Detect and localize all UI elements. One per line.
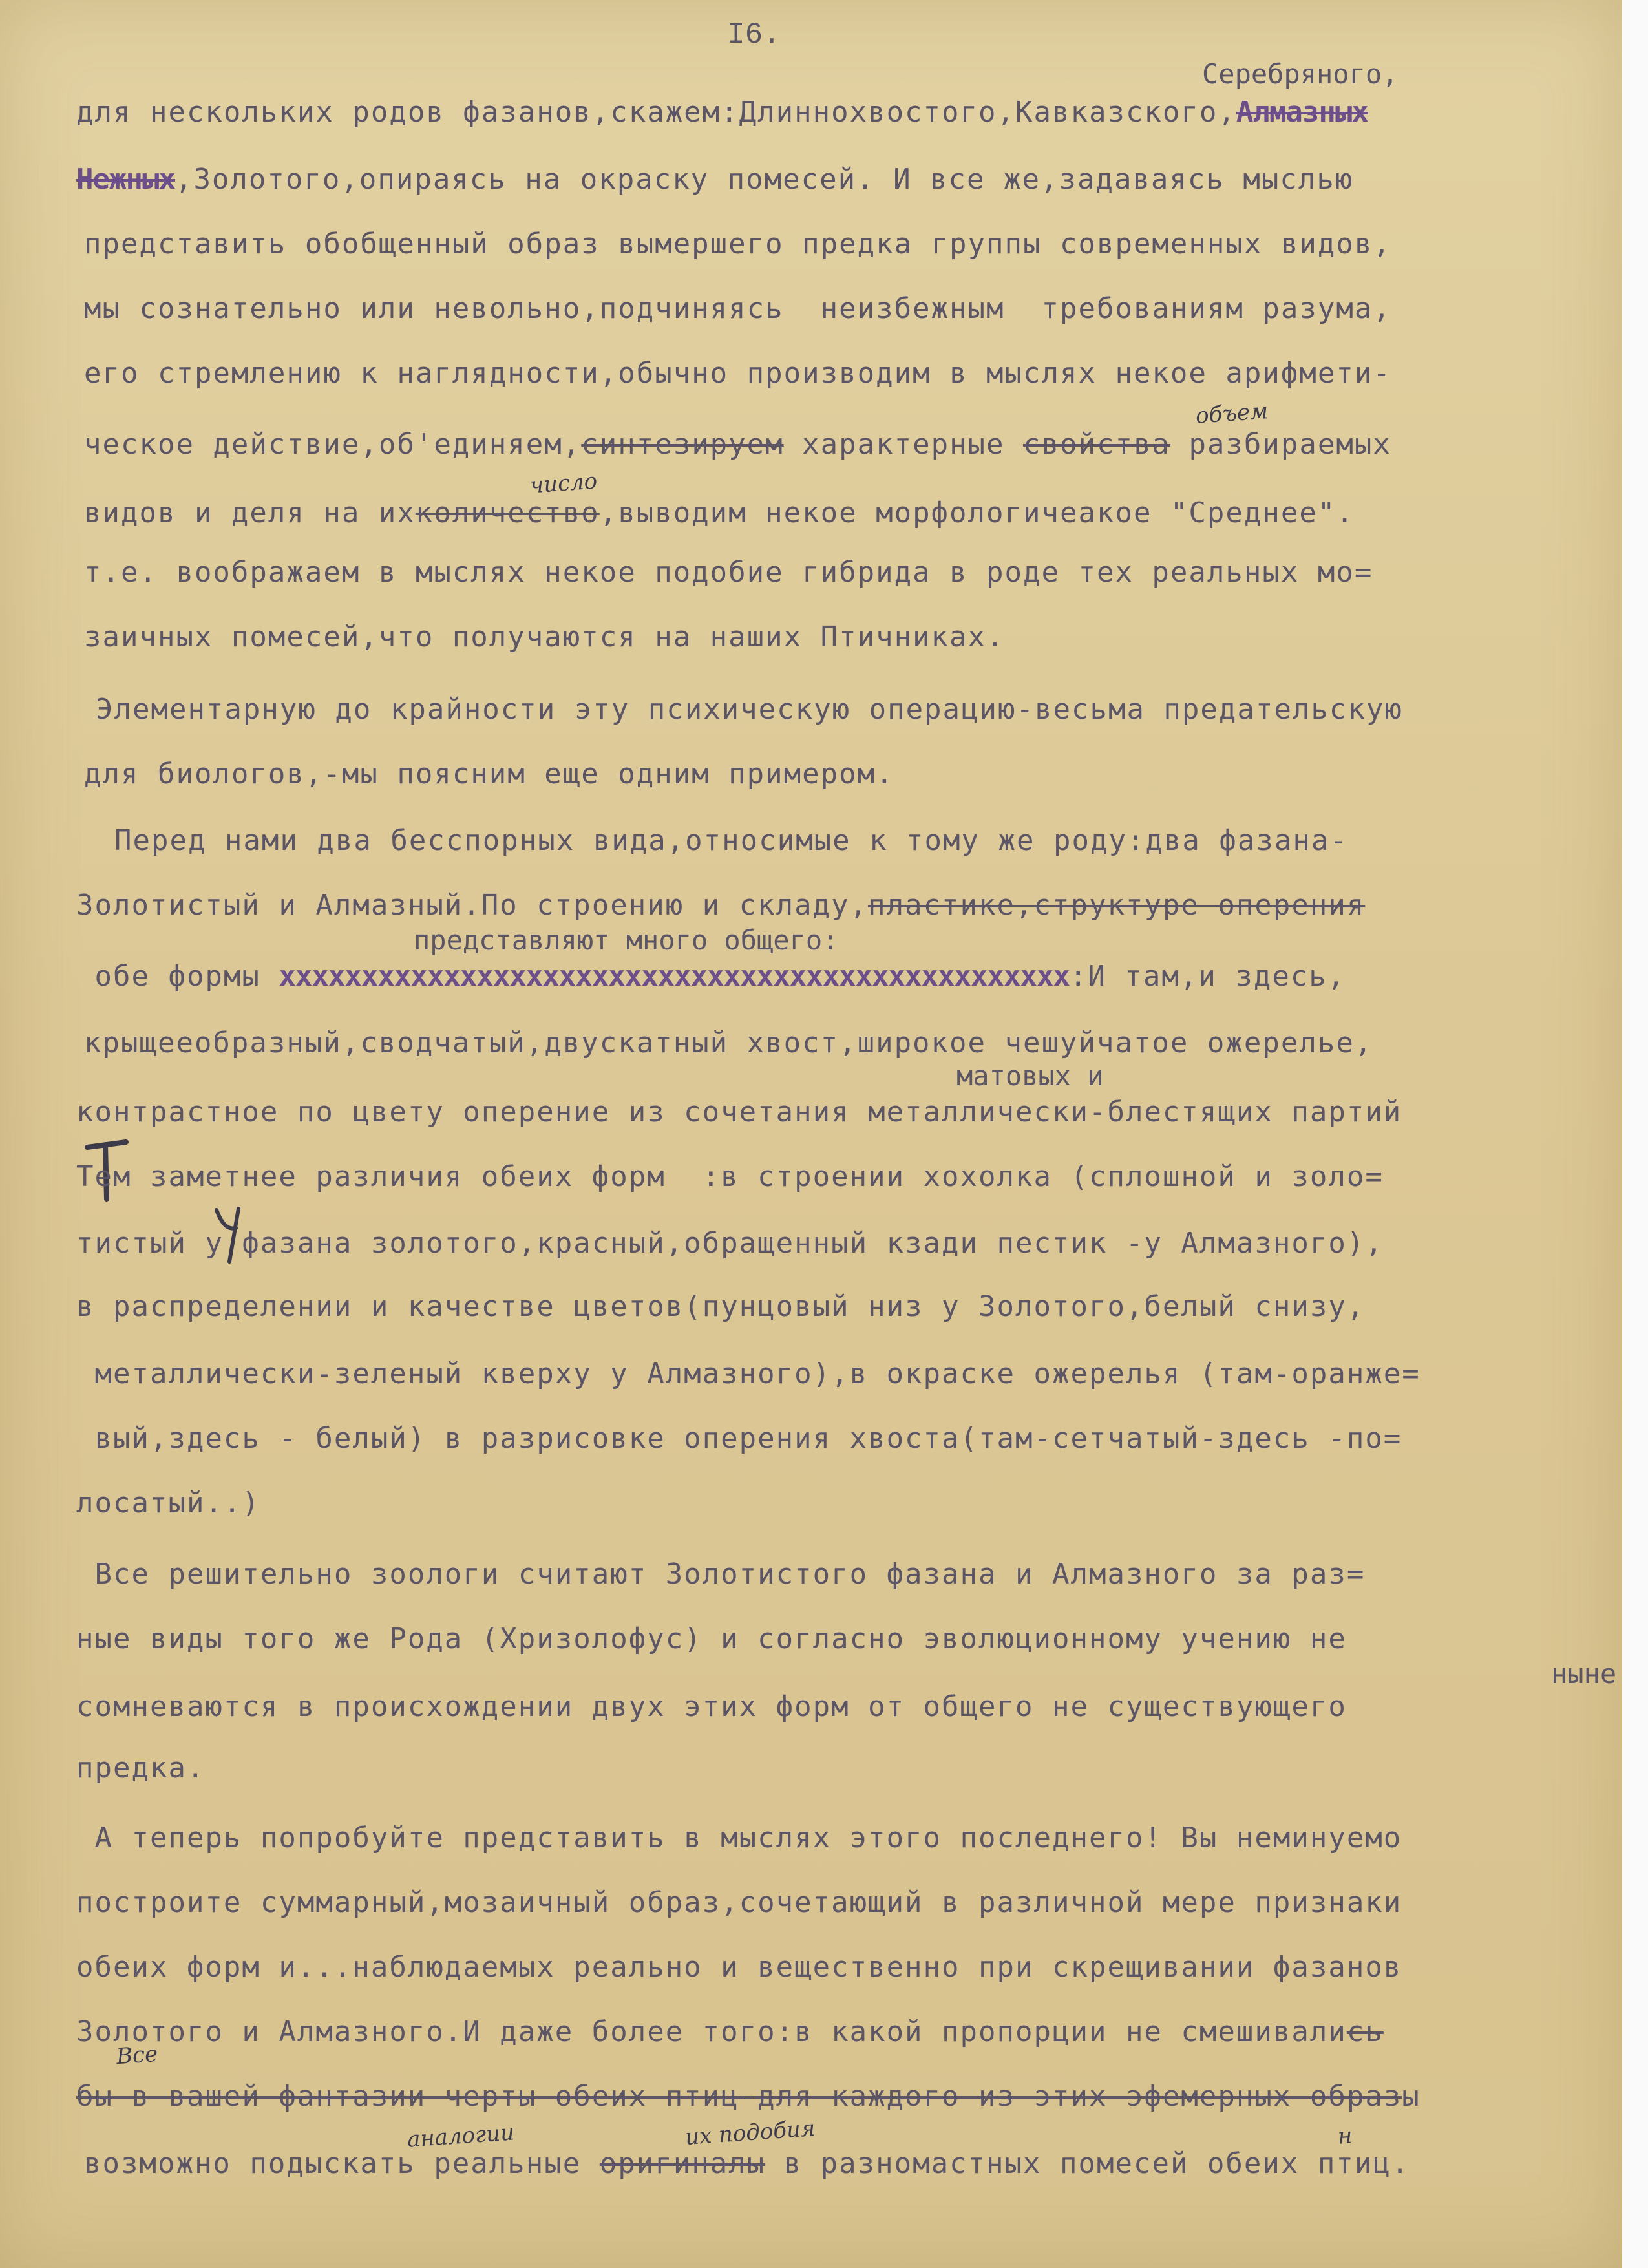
text-line-13: Золотистый и Алмазный.По строению и складу,пластике,структуре оперения bbox=[76, 889, 1366, 922]
text-line-10: Элементарную до крайности эту психическую операцию-весьма предательскую bbox=[96, 693, 1403, 726]
text-line-25: сомневаются в происхождении двух этих форм от общего не существующего bbox=[76, 1690, 1347, 1723]
text-line-32: возможно подыскать реальные оригиналы в разномастных помесей обеих птиц. bbox=[84, 2147, 1410, 2180]
handwritten-vse: Все bbox=[115, 2040, 159, 2070]
scan-margin bbox=[1622, 0, 1648, 2268]
typed-insertion-matovykh: матовых и bbox=[956, 1060, 1104, 1092]
text-line-7: видов и деля на ихколичество,выводим некое морфологичеакое "Среднее". bbox=[84, 496, 1355, 529]
text-line-6: ческое действие,об'единяем,синтезируем характерные свойства разбираемых bbox=[84, 428, 1391, 461]
text-line-21: вый,здесь - белый) в разрисовке оперения хвоста(там-сетчатый-здесь -по= bbox=[76, 1422, 1402, 1455]
handwritten-ikh-podobiya: их подобия bbox=[684, 2115, 816, 2150]
text-line-31: бы в вашей фантазии черты обеих птиц-для каждого из этих эфемерных образы bbox=[76, 2080, 1421, 2113]
typed-insertion-serebryanogo: Серебряного, bbox=[1202, 58, 1399, 90]
text-line-3: представить обобщенный образ вымершего предка группы современных видов, bbox=[84, 228, 1391, 260]
typed-insertion-nyne: ныне bbox=[1551, 1658, 1617, 1690]
text-line-27: А теперь попробуйте представить в мыслях этого последнего! Вы неминуемо bbox=[76, 1821, 1402, 1854]
struck-word: Нежных bbox=[76, 163, 175, 196]
text-line-26: предка. bbox=[76, 1752, 206, 1785]
text-line-2: Нежных,Золотого,опираясь на окраску помесей. И все же,задаваясь мыслью bbox=[76, 163, 1354, 196]
typed-insertion-predstavlyayut: представляют много общего: bbox=[414, 924, 839, 956]
handwritten-obiem: объем bbox=[1194, 398, 1269, 429]
xed-out-row: xxxxxxxxxxxxxxxxxxxxxxxxxxxxxxxxxxxxxxxxxxxxxxxx bbox=[279, 960, 1070, 993]
text-line-8: т.е. воображаем в мыслях некое подобие гибрида в роде тех реальных мо= bbox=[84, 556, 1373, 589]
text-line-11: для биологов,-мы поясним еще одним примером. bbox=[84, 758, 894, 790]
text-line-24: ные виды того же Рода (Хризолофус) и согласно эволюционному учению не bbox=[76, 1622, 1347, 1655]
text-line-16: контрастное по цвету оперение из сочетания металлически-блестящих партий bbox=[76, 1096, 1402, 1129]
handwritten-chislo: число bbox=[529, 468, 598, 499]
text-line-20: металлически-зеленый кверху у Алмазного),в окраске ожерелья (там-оранже= bbox=[76, 1357, 1421, 1390]
handwritten-analogi: аналогии bbox=[406, 2119, 516, 2153]
page-number: I6. bbox=[727, 18, 781, 52]
text-line-4: мы сознательно или невольно,подчиняясь неизбежным требованиям разума, bbox=[84, 292, 1391, 325]
text-line-15: крыщееобразный,сводчатый,двускатный хвост,широкое чешуйчатое ожерелье, bbox=[84, 1026, 1373, 1059]
text-line-14: обе формы xxxxxxxxxxxxxxxxxxxxxxxxxxxxxxxxxxxxxxxxxxxxxxxx:И там,и здесь, bbox=[76, 960, 1346, 993]
text-line-29: обеих форм и...наблюдаемых реально и вещественно при скрещивании фазанов bbox=[76, 1951, 1402, 1984]
text-line-9: заичных помесей,что получаются на наших Птичниках. bbox=[84, 620, 1005, 653]
text-line-19: в распределении и качестве цветов(пунцовый низ у Золотого,белый снизу, bbox=[76, 1290, 1366, 1323]
text-line-5: его стремлению к наглядности,обычно производим в мыслях некое арифмети- bbox=[84, 357, 1391, 390]
text-line-1: для нескольких родов фазанов,скажем:Длиннохвостого,Кавказского,Алмазных bbox=[76, 96, 1368, 129]
struck-word: Алмазных bbox=[1236, 96, 1368, 129]
text-line-30: Золотого и Алмазного.И даже более того:в какой пропорции не смешивались bbox=[76, 2015, 1384, 2048]
text-line-22: лосатый..) bbox=[76, 1487, 260, 1520]
handwritten-nu: н bbox=[1336, 2123, 1353, 2150]
text-line-12: Перед нами два бесспорных вида,относимые к тому же роду:два фазана- bbox=[78, 824, 1348, 857]
text-line-28: построите суммарный,мозаичный образ,сочетающий в различной мере признаки bbox=[76, 1886, 1402, 1919]
text-line-18: тистый у фазана золотого,красный,обращенный кзади пестик -у Алмазного), bbox=[76, 1227, 1384, 1260]
text-line-23: Все решительно зоологи считают Золотистого фазана и Алмазного за раз= bbox=[76, 1558, 1366, 1591]
text-line-17: Тем заметнее различия обеих форм :в строении хохолка (сплошной и золо= bbox=[76, 1160, 1384, 1193]
